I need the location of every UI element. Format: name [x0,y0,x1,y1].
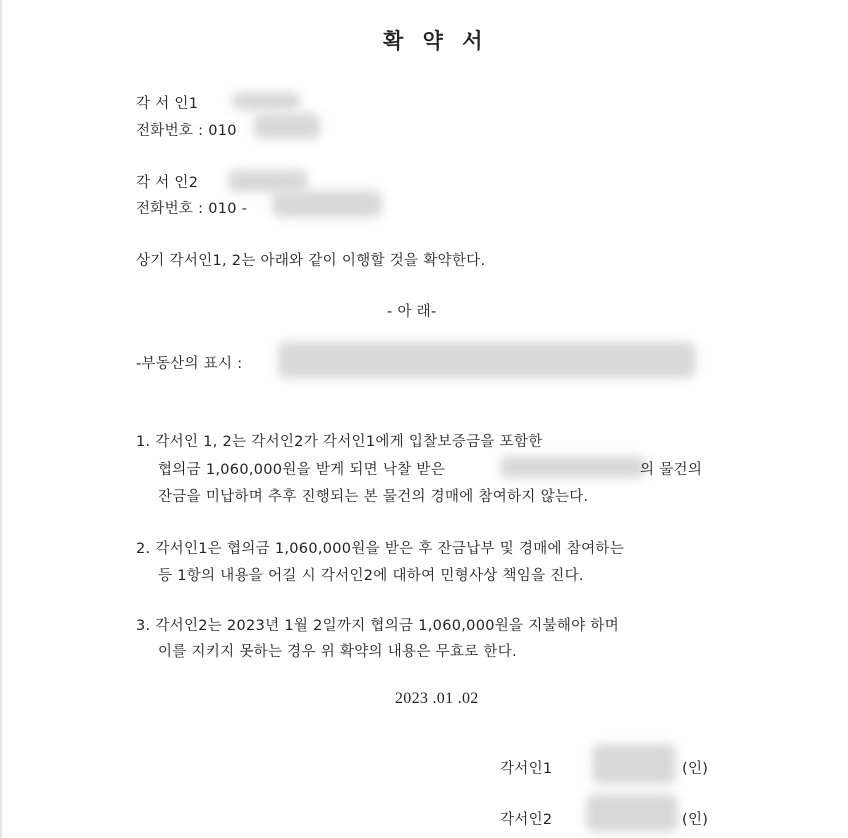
document-date: 2023 .01 .02 [395,690,479,707]
clause3-line1: 3. 각서인2는 2023년 1월 2일까지 협의금 1,060,000원을 지불해야 하며 [136,618,620,634]
redacted-party1-name [232,92,300,110]
signer2-label: 각서인2 [500,812,553,828]
clause3-line2: 이를 지키지 못하는 경우 위 확약의 내용은 무효로 한다. [158,644,517,660]
signer1-label: 각서인1 [500,761,553,777]
signer1-seal: (인) [682,761,709,777]
clause1-line2-end: 의 물건의 [640,462,703,478]
party2-label: 각 서 인2 [136,175,199,191]
document-title: 확 약 서 [383,29,489,53]
redacted-party2-phone [272,191,382,217]
redacted-signer2-name [586,794,678,832]
redacted-signer1-name [592,744,676,784]
party1-phone: 전화번호 : 010 [136,123,237,139]
clause1-line3: 잔금을 미납하며 추후 진행되는 본 물건의 경매에 참여하지 않는다. [158,489,589,505]
clause2-line1: 2. 각서인1은 협의금 1,060,000원을 받은 후 잔금납부 및 경매에 참여하는 [136,541,625,557]
intro-text: 상기 각서인1, 2는 아래와 같이 이행할 것을 확약한다. [136,253,486,269]
clause1-line2: 협의금 1,060,000원을 받게 되면 낙찰 받은 [158,462,446,478]
page-left-edge [0,0,2,838]
clause2-line2: 등 1항의 내용을 어길 시 각서인2에 대하여 민형사상 책임을 진다. [158,568,584,584]
clause1-line1: 1. 각서인 1, 2는 각서인2가 각서인1에게 입찰보증금을 포함한 [136,434,543,450]
section-header: - 아 래- [387,304,437,320]
party2-phone: 전화번호 : 010 - [136,201,248,217]
redacted-case-number [500,456,646,478]
redacted-property-address [278,342,696,378]
redacted-party1-phone [254,113,320,139]
party1-label: 각 서 인1 [136,96,199,112]
redacted-party2-name [228,170,308,192]
signer2-seal: (인) [682,812,709,828]
property-label: -부동산의 표시 : [136,356,243,372]
